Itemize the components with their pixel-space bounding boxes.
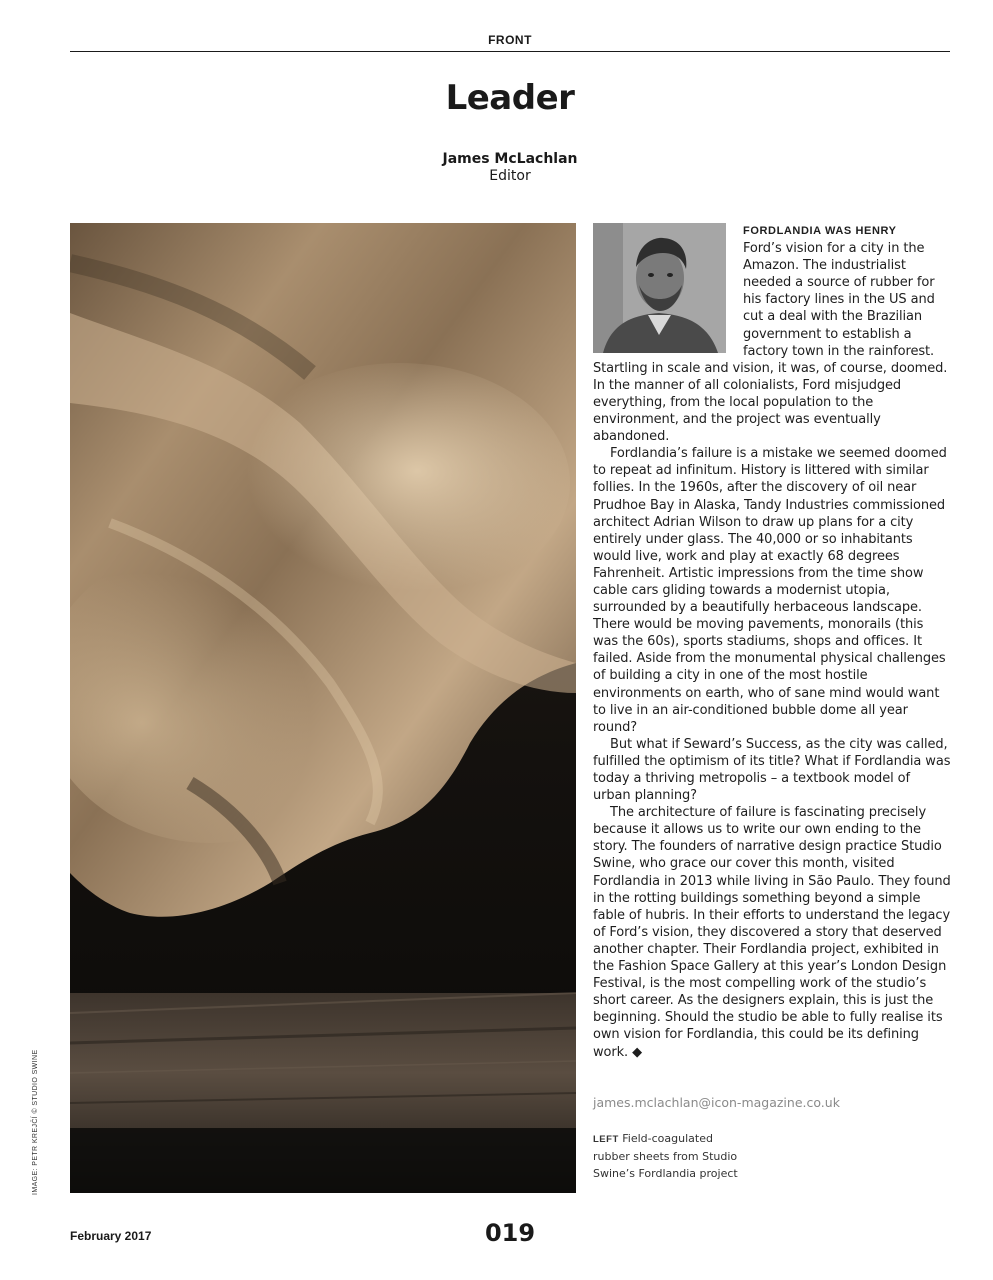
article-body — [593, 222, 951, 1061]
article-paragraph-4: The architecture of failure is fascinating precisely because it allows us to write our own ending to the story. The founders of narrative design practice Studio Swine, who grace our cover this month, visited Fordlandia in 2013 while living in São Paulo. They found in the rotting buildings something beyond a simple fable of hubris. In their efforts to understand the legacy of Ford’s vision, they discovered a story that deserved another chapter. Their Fordlandia project, exhibited in the Fashion Space Gallery at this year’s London Design Festival, is the most compelling work of the studio’s short career. As the designers explain, this is just the beginning. Should the studio be able to fully realise its own vision for Fordlandia, this could be its defining work. ◆ — [593, 805, 951, 1060]
issue-date: February 2017 — [70, 1229, 152, 1243]
author-email-link[interactable]: james.mclachlan@icon-magazine.co.uk — [593, 1095, 840, 1110]
caption-text: Field-coagulated rubber sheets from Studio Swine’s Fordlandia project — [593, 1132, 738, 1180]
main-photo-rubber-sheet — [70, 223, 576, 1193]
caption-label: LEFT — [593, 1134, 619, 1145]
lead-in-caps: FORDLANDIA WAS HENRY — [743, 225, 897, 237]
portrait-wrap-space — [593, 222, 743, 359]
header-divider — [70, 51, 950, 52]
author-name: James McLachlan — [442, 151, 578, 167]
author-role: Editor — [489, 168, 531, 184]
page-number: 019 — [484, 1219, 536, 1247]
page-title: Leader — [445, 78, 575, 118]
article-paragraph-2: Fordlandia’s failure is a mistake we seemed doomed to repeat ad infinitum. History is littered with similar follies. In the 1960s, after the discovery of oil near Prudhoe Bay in Alaska, Tandy Industries commissioned architect Adrian Wilson to draw up plans for a city entirely under glass. The 40,000 or so inhabitants would live, work and play at exactly 68 degrees Fahrenheit. Artistic impressions from the time show cable cars gliding towards a modernist utopia, surrounded by a beautifully herbaceous landscape. There would be moving pavements, monorails (this was the 60s), sports stadiums, shops and offices. It failed. Aside from the monumental physical challenges of building a city in one of the most hostile environments on earth, who of sane mind would want to live in an air-conditioned bubble dome all year round? — [593, 446, 947, 735]
section-label: FRONT — [488, 33, 532, 47]
article-paragraph-3: But what if Seward’s Success, as the city was called, fulfilled the optimism of its title? What if Fordlandia was today a thriving metropolis – a textbook model of urban planning? — [593, 736, 951, 804]
photo-credit: IMAGE: PETR KREJČÍ © STUDIO SWINE — [32, 1049, 39, 1195]
lead-paragraph-text: Ford’s vision for a city in the Amazon. The industrialist needed a source of rubber for his factory lines in the US and cut a deal with the Brazilian government to establish a factory town in the rainforest. Startling in scale and vision, it was, of course, doomed. In the manner of all colonialists, Ford misjudged everything, from the local population to the environment, and the project was eventually abandoned. — [593, 241, 948, 445]
photo-caption — [593, 1130, 743, 1182]
